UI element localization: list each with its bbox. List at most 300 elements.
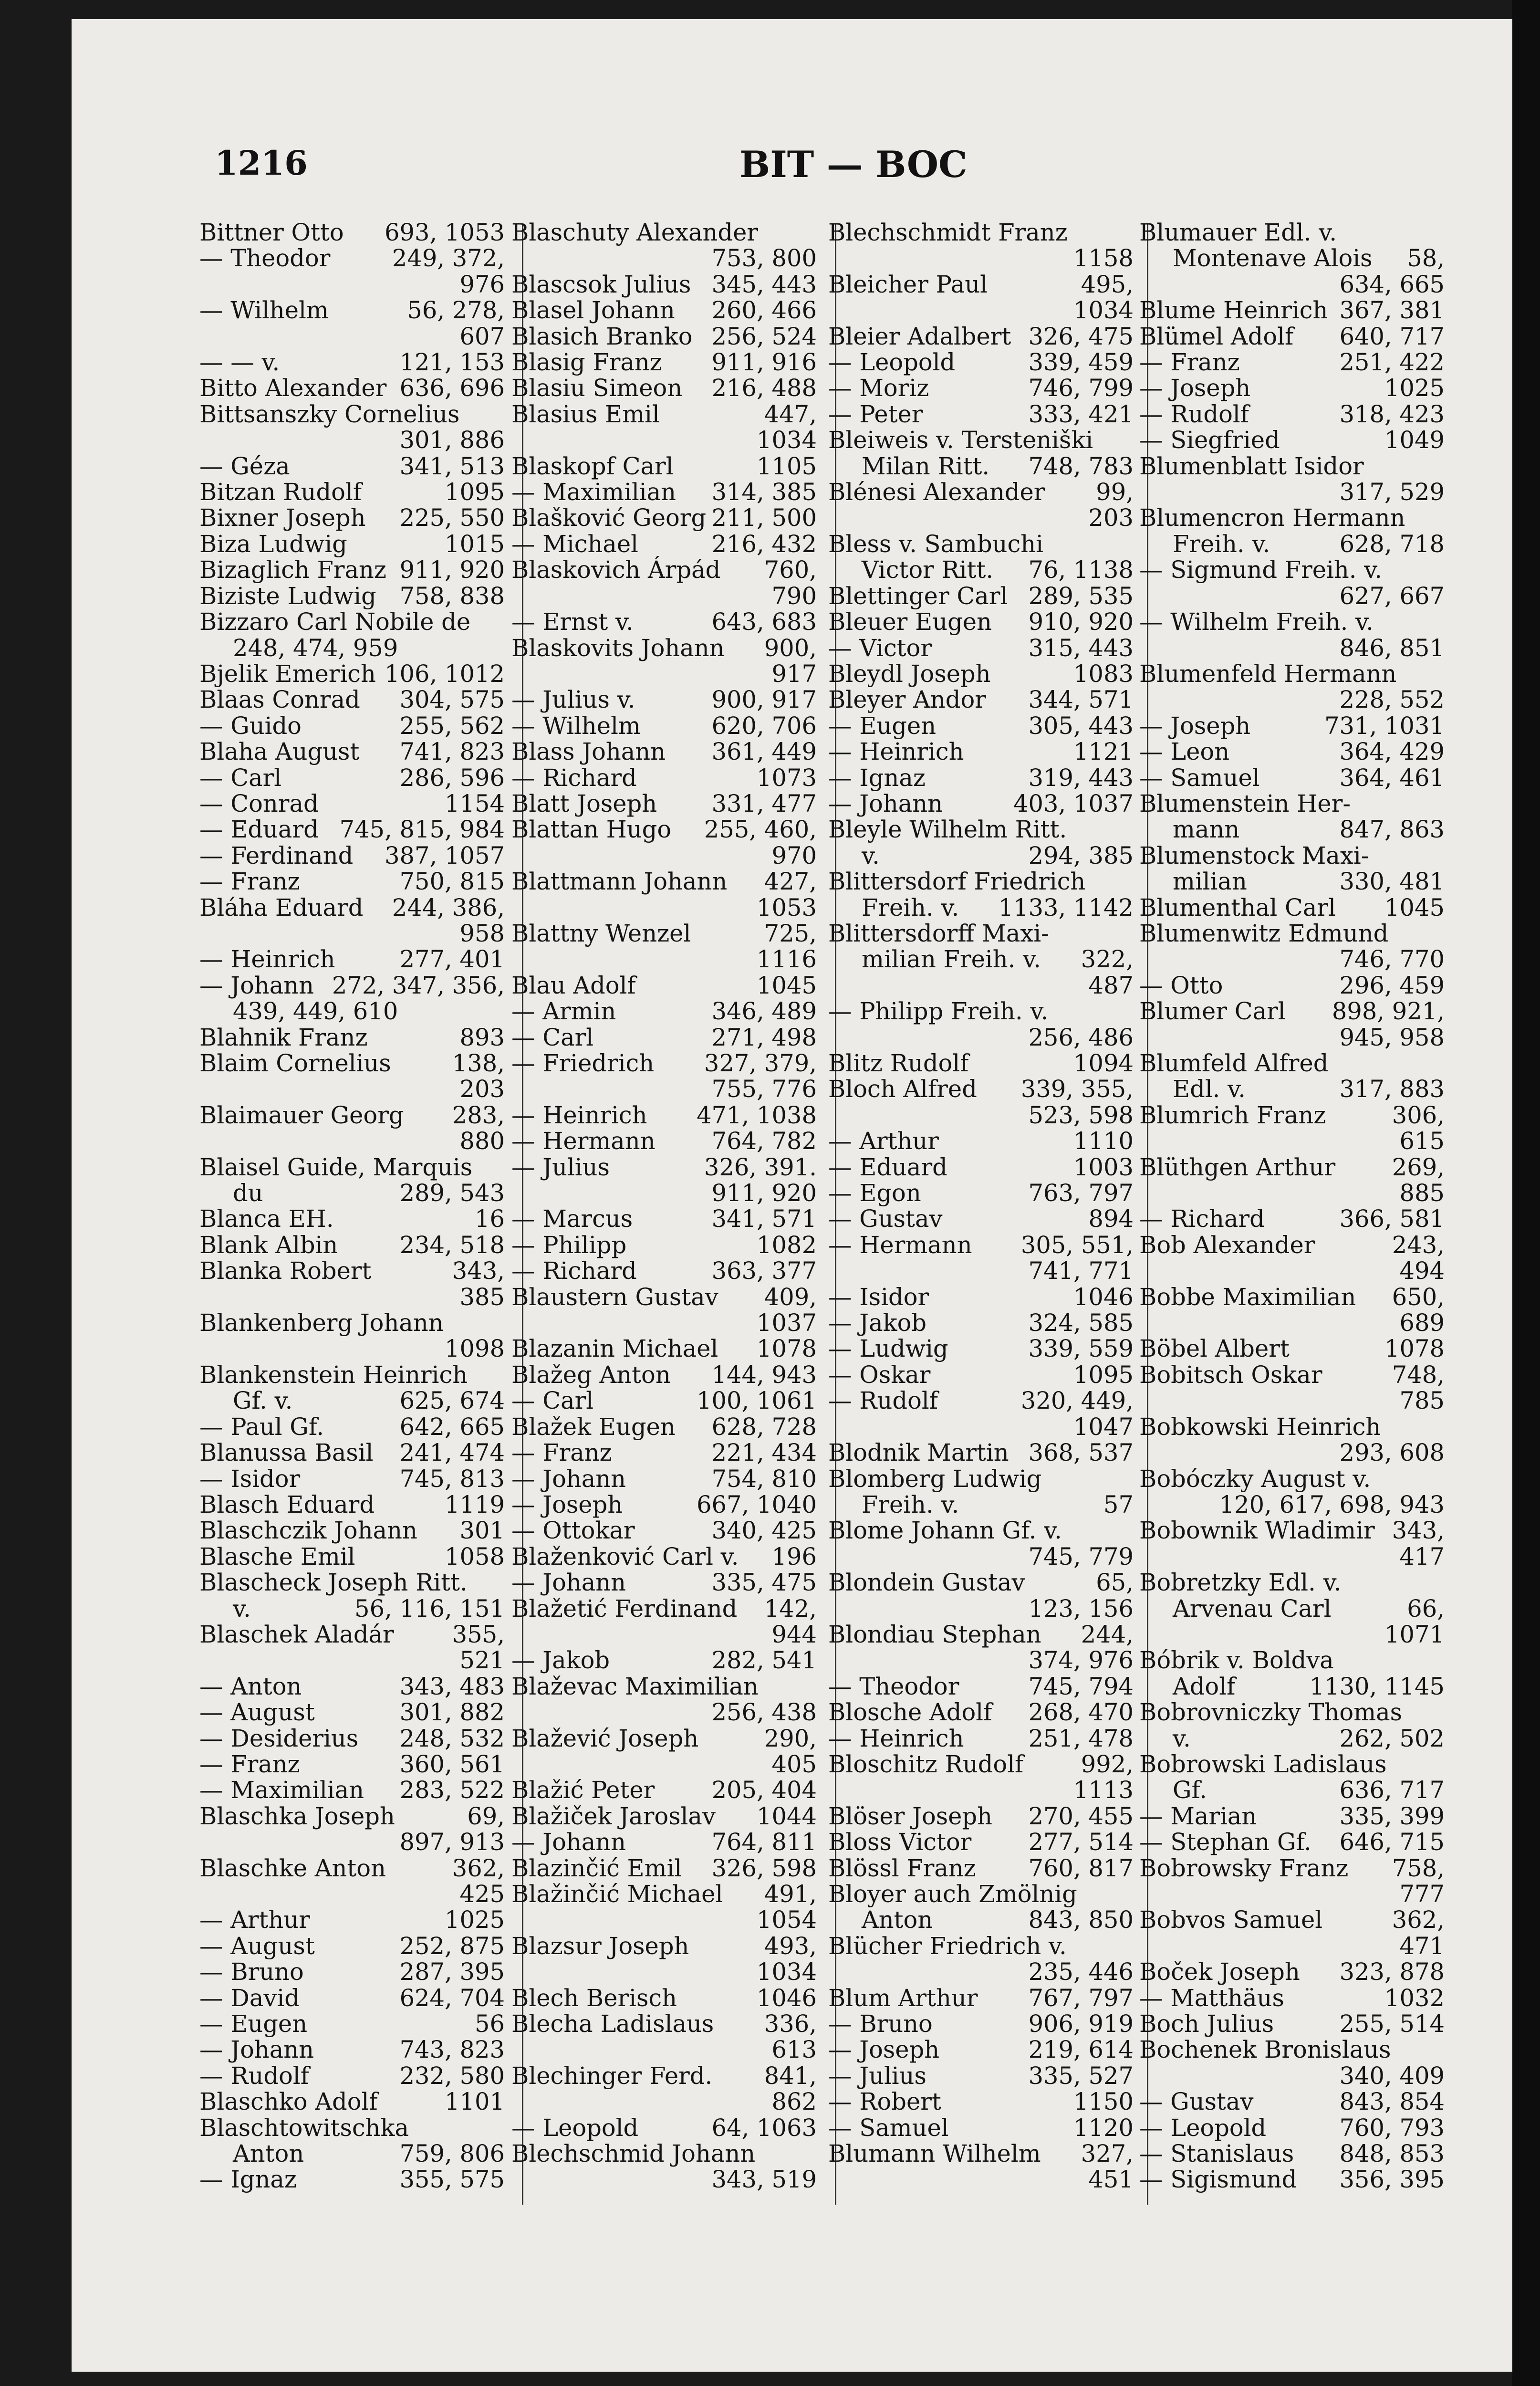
entry-line [828, 1362, 1134, 1388]
entry-line [1139, 661, 1445, 687]
index-entry [511, 1855, 817, 1881]
entry-line [828, 1076, 1134, 1102]
entry-continuation [199, 1596, 505, 1622]
entry-continuation [1139, 531, 1445, 557]
entry-pages: 1119 [445, 1490, 505, 1518]
entry-line [1139, 1570, 1445, 1595]
entry-continuation [199, 1881, 505, 1907]
entry-line [511, 816, 817, 842]
entry-pages: 1053 [757, 893, 817, 921]
index-entry [511, 1102, 817, 1128]
entry-pages: 289, 535 [1028, 582, 1134, 610]
entry-pages: 976 [459, 270, 505, 298]
entry-pages: 620, 706 [711, 712, 817, 740]
entry-line [511, 1050, 817, 1076]
entry-name: Bobretzky Edl. v. [1139, 1569, 1342, 1597]
index-entry [199, 1570, 505, 1622]
entry-line [828, 1751, 1134, 1777]
entry-line [511, 609, 817, 635]
entry-pages: 911, 920 [399, 556, 505, 584]
index-entry [828, 1050, 1134, 1076]
entry-pages: 360, 561 [399, 1750, 505, 1778]
entry-name: — Philipp Freih. v. [828, 997, 1049, 1026]
entry-name: — Guido [199, 712, 302, 740]
index-entry [199, 349, 505, 375]
entry-line [199, 1050, 505, 1076]
entry-continuation [828, 1414, 1134, 1440]
entry-line [1139, 791, 1445, 816]
entry-name: — Johann [828, 789, 943, 817]
entry-line [828, 609, 1134, 635]
entry-line [511, 531, 817, 557]
entry-continuation [1139, 1622, 1445, 1647]
entry-continuation [511, 1076, 817, 1102]
index-entry [511, 1933, 817, 1985]
entry-pages: 741, 771 [1028, 1257, 1134, 1285]
entry-name: — Michael [511, 530, 638, 558]
entry-continuation [1139, 1726, 1445, 1751]
entry-pages: 992, [1081, 1750, 1134, 1778]
entry-name: — Leopold [828, 348, 956, 377]
entry-pages: 650, [1392, 1283, 1445, 1311]
index-entry [828, 1803, 1134, 1829]
entry-name: Blaschczik Johann [199, 1517, 417, 1545]
entry-name: Bobrowski Ladislaus [1139, 1750, 1387, 1778]
index-entry [828, 1829, 1134, 1855]
entry-line [1139, 1699, 1445, 1725]
entry-pages: 339, 355, [1020, 1075, 1134, 1103]
entry-continuation [511, 2166, 817, 2192]
entry-line [199, 1440, 505, 1465]
entry-name: — Arthur [199, 1906, 310, 1934]
entry-line [199, 2063, 505, 2089]
entry-continuation [511, 1699, 817, 1725]
entry-line [199, 1933, 505, 1959]
index-entry [1139, 895, 1445, 921]
entry-name: Bloch Alfred [828, 1075, 977, 1103]
index-entry [511, 609, 817, 635]
entry-continuation [1139, 1933, 1445, 1959]
entry-line [199, 1803, 505, 1829]
index-entry [199, 1751, 505, 1777]
entry-name: — Leopold [1139, 2114, 1267, 2142]
index-entry [828, 687, 1134, 712]
entry-line [1139, 2089, 1445, 2114]
entry-line [1139, 921, 1445, 946]
entry-line [199, 1699, 505, 1725]
entry-line [199, 1517, 505, 1543]
entry-pages: 341, 513 [399, 452, 505, 480]
entry-pages: 1045 [757, 971, 817, 999]
entry-line [828, 791, 1134, 816]
entry-line [511, 791, 817, 816]
entry-pages: 385 [459, 1283, 505, 1311]
entry-line [199, 1414, 505, 1440]
entry-pages: 846, 851 [1339, 634, 1445, 662]
entry-continuation [511, 661, 817, 687]
entry-line [1139, 1154, 1445, 1180]
entry-pages: 1032 [1384, 1984, 1445, 2012]
entry-name: Blechinger Ferd. [511, 2062, 713, 2090]
index-entry [511, 1284, 817, 1336]
entry-name: — Theodor [828, 1672, 959, 1700]
index-entry [828, 1180, 1134, 1206]
index-entry [511, 791, 817, 816]
entry-name: — — v. [199, 348, 280, 377]
entry-pages: 283, 522 [399, 1776, 505, 1804]
entry-name: Blass Johann [511, 738, 666, 766]
entry-subname: v. [233, 1594, 251, 1622]
entry-pages: 324, 585 [1028, 1309, 1134, 1337]
index-entry [1139, 609, 1445, 661]
entry-pages: 319, 443 [1028, 764, 1134, 792]
entry-name: Blažiček Jaroslav [511, 1802, 716, 1830]
entry-continuation [199, 1388, 505, 1413]
entry-subname: Montenave Alois [1173, 244, 1373, 272]
entry-name: — Philipp [511, 1231, 627, 1259]
entry-line [511, 479, 817, 505]
entry-line [828, 661, 1134, 687]
index-entry [199, 1517, 505, 1543]
entry-line [828, 1674, 1134, 1699]
entry-pages: 893 [459, 1023, 505, 1051]
entry-name: — Sigismund [1139, 2166, 1297, 2194]
entry-line [511, 1414, 817, 1440]
entry-line [828, 349, 1134, 375]
index-entry [828, 1388, 1134, 1440]
entry-line [511, 1206, 817, 1232]
entry-name: Blasel Johann [511, 296, 675, 324]
entry-subname: mann [1173, 816, 1240, 844]
entry-line [511, 1232, 817, 1258]
entry-pages: 745, 779 [1028, 1542, 1134, 1570]
entry-continuation [828, 895, 1134, 921]
index-entry [828, 921, 1134, 998]
entry-pages: 885 [1399, 1179, 1445, 1207]
entry-continuation [1139, 946, 1445, 972]
entry-line [511, 1517, 817, 1543]
entry-pages: 403, 1037 [1013, 789, 1134, 817]
entry-pages: 748, 783 [1028, 452, 1134, 480]
entry-line [828, 687, 1134, 712]
entry-name: Blasius Emil [511, 400, 660, 428]
index-entry [511, 1596, 817, 1648]
index-entry [828, 583, 1134, 609]
index-entry [199, 816, 505, 842]
entry-pages: 1034 [757, 426, 817, 454]
index-entry [511, 375, 817, 401]
entry-line [1139, 1959, 1445, 1985]
entry-name: Blažinčić Michael [511, 1880, 723, 1908]
entry-line [1139, 1362, 1445, 1388]
entry-continuation [828, 1544, 1134, 1570]
index-entry [199, 1440, 505, 1465]
entry-name: — Eduard [828, 1153, 947, 1181]
entry-pages: 471, 1038 [697, 1101, 817, 1129]
entry-pages: 64, 1063 [711, 2114, 817, 2142]
entry-pages: 69, [467, 1802, 505, 1830]
entry-name: Blodnik Martin [828, 1439, 1009, 1467]
entry-pages: 255, 514 [1339, 2010, 1445, 2038]
index-entry [511, 1726, 817, 1778]
entry-pages: 205, 404 [711, 1776, 817, 1804]
entry-line [199, 505, 505, 531]
index-entry [199, 1622, 505, 1674]
entry-pages: 293, 608 [1339, 1439, 1445, 1467]
entry-line [828, 1699, 1134, 1725]
entry-pages: 268, 470 [1028, 1698, 1134, 1727]
index-entry [511, 1336, 817, 1361]
index-entry [511, 921, 817, 973]
entry-line [828, 583, 1134, 609]
entry-name: Blaschka Joseph [199, 1802, 395, 1830]
entry-line [828, 2063, 1134, 2089]
entry-pages: 244, [1081, 1620, 1134, 1648]
entry-pages: 753, 800 [711, 244, 817, 272]
entry-name: — Matthäus [1139, 1984, 1284, 2012]
entry-name: — Oskar [828, 1360, 931, 1389]
entry-pages: 56, 278, [407, 296, 505, 324]
entry-pages: 910, 920 [1028, 608, 1134, 636]
index-entry [511, 1440, 817, 1465]
entry-name: Blech Berisch [511, 1984, 677, 2012]
index-entry [511, 2115, 817, 2141]
entry-pages: 343, [1392, 1517, 1445, 1545]
entry-pages: 495, [1081, 270, 1134, 298]
entry-line [199, 1726, 505, 1751]
entry-line [1139, 1985, 1445, 2011]
entry-line [199, 895, 505, 921]
entry-line [511, 687, 817, 712]
entry-name: — Eugen [828, 712, 936, 740]
index-entry [199, 1777, 505, 1803]
entry-name: — Carl [511, 1387, 594, 1415]
entry-line [199, 1544, 505, 1570]
entry-name: Blaschtowitschka [199, 2114, 409, 2142]
index-entry [828, 1751, 1134, 1803]
index-entry [828, 1674, 1134, 1699]
entry-name: Blazsur Joseph [511, 1932, 689, 1960]
entry-pages: 1158 [1073, 244, 1134, 272]
entry-name: — Jakob [511, 1646, 610, 1674]
entry-pages: 1025 [445, 1906, 505, 1934]
entry-name: Bláha Eduard [199, 893, 364, 921]
entry-pages: 326, 475 [1028, 322, 1134, 350]
entry-pages: 894 [1088, 1205, 1134, 1233]
entry-line [828, 401, 1134, 427]
entry-pages: 241, 474 [399, 1439, 505, 1467]
index-column-3 [828, 220, 1134, 2205]
index-entry [828, 661, 1134, 687]
entry-line [511, 401, 817, 427]
entry-name: Bobóczky August v. [1139, 1465, 1371, 1493]
entry-subname: Anton [233, 2140, 304, 2168]
entry-pages: 235, 446 [1028, 1958, 1134, 1986]
entry-line [199, 739, 505, 764]
index-entry [511, 1414, 817, 1440]
index-entry [1139, 2115, 1445, 2141]
entry-line [199, 869, 505, 894]
entry-pages: 1037 [757, 1309, 817, 1337]
entry-name: Blažetić Ferdinand [511, 1594, 738, 1622]
index-entry [828, 1232, 1134, 1284]
entry-line [1139, 1466, 1445, 1492]
entry-name: Bizzaro Carl Nobile de [199, 608, 471, 636]
entry-line [828, 220, 1134, 245]
index-entry [1139, 765, 1445, 791]
entry-pages: 1094 [1073, 1049, 1134, 1077]
entry-name: Blaženković Carl v. [511, 1542, 739, 1570]
entry-pages: 333, 421 [1028, 400, 1134, 428]
entry-name: — Ignaz [828, 764, 926, 792]
index-entry [199, 1232, 505, 1258]
entry-name: Bob Alexander [1139, 1231, 1315, 1259]
index-entry [199, 791, 505, 816]
entry-line [199, 1855, 505, 1881]
entry-name: Blascheck Joseph Ritt. [199, 1569, 468, 1597]
entry-name: Bjelik Emerich [199, 659, 376, 688]
entry-line [199, 1492, 505, 1517]
entry-line [199, 661, 505, 687]
index-entry [199, 1258, 505, 1310]
entry-pages: 203 [1088, 504, 1134, 532]
entry-pages: 251, 478 [1028, 1724, 1134, 1752]
entry-name: Blosche Adolf [828, 1698, 992, 1727]
entry-subname: Arvenau Carl [1173, 1594, 1332, 1622]
entry-line [1139, 1517, 1445, 1543]
index-entry [828, 375, 1134, 401]
entry-pages: 1046 [1073, 1283, 1134, 1311]
entry-pages: 767, 797 [1028, 1984, 1134, 2012]
entry-continuation [199, 1647, 505, 1673]
entry-pages: 897, 913 [399, 1828, 505, 1856]
entry-line [1139, 2115, 1445, 2141]
entry-line [828, 1881, 1134, 1907]
entry-name: — Richard [511, 764, 637, 792]
index-entry [199, 479, 505, 505]
entry-name: Blome Johann Gf. v. [828, 1517, 1062, 1545]
entry-pages: 1113 [1073, 1776, 1134, 1804]
entry-line [199, 1102, 505, 1128]
entry-name: Blumenstein Her- [1139, 789, 1351, 817]
index-entry [511, 1025, 817, 1050]
entry-pages: 256, 524 [711, 322, 817, 350]
entry-pages: 138, [452, 1049, 505, 1077]
entry-name: Blomberg Ludwig [828, 1465, 1042, 1493]
entry-pages: 1133, 1142 [998, 893, 1134, 921]
entry-name: Blössl Franz [828, 1854, 976, 1882]
entry-pages: 343, 483 [399, 1672, 505, 1700]
entry-name: Blaim Cornelius [199, 1049, 391, 1077]
entry-pages: 1073 [757, 764, 817, 792]
entry-line [199, 1751, 505, 1777]
entry-pages: 958 [459, 919, 505, 947]
entry-name: Bobrovniczky Thomas [1139, 1698, 1403, 1727]
entry-name: — Richard [511, 1257, 637, 1285]
index-entry [1139, 1985, 1445, 2011]
entry-pages: 758, 838 [399, 582, 505, 610]
entry-name: — Jakob [828, 1309, 927, 1337]
index-entry [1139, 791, 1445, 843]
entry-pages: 346, 489 [711, 997, 817, 1026]
entry-line [511, 453, 817, 479]
entry-pages: 613 [771, 2036, 817, 2064]
entry-line [199, 1959, 505, 1985]
entry-pages: 1054 [757, 1906, 817, 1934]
index-entry [828, 2141, 1134, 2193]
entry-name: Blaževac Maximilian [511, 1672, 759, 1700]
entry-name: — Rudolf [199, 2062, 310, 2090]
entry-name: Blechschmidt Franz [828, 219, 1068, 246]
entry-continuation [828, 1777, 1134, 1803]
index-entry [828, 1699, 1134, 1725]
entry-subname: v. [1173, 1724, 1191, 1752]
entry-name: Blazanin Michael [511, 1335, 718, 1363]
entry-pages: 628, 718 [1339, 530, 1445, 558]
index-entry [199, 946, 505, 972]
entry-name: Blažeg Anton [511, 1360, 671, 1389]
index-entry [199, 713, 505, 739]
entry-pages: 286, 596 [399, 764, 505, 792]
index-entry [511, 869, 817, 921]
entry-name: Blum Arthur [828, 1984, 978, 2012]
index-entry [1139, 453, 1445, 505]
entry-subname: Gf. v. [233, 1387, 293, 1415]
index-entry [828, 272, 1134, 324]
entry-name: — Conrad [199, 789, 319, 817]
entry-continuation [1139, 635, 1445, 661]
entry-name: Blaas Conrad [199, 686, 360, 714]
entry-pages: 748, [1392, 1360, 1445, 1389]
index-entry [511, 1388, 817, 1413]
entry-pages: 1121 [1073, 738, 1134, 766]
entry-line [511, 1726, 817, 1751]
entry-pages: 142, [764, 1594, 817, 1622]
entry-name: Blašković Georg [511, 504, 707, 532]
entry-pages: 917 [771, 659, 817, 688]
entry-name: — Stanislaus [1139, 2140, 1294, 2168]
entry-name: Blumencron Hermann [1139, 504, 1405, 532]
entry-name: — Johann [199, 971, 314, 999]
entry-pages: 754, 810 [711, 1465, 817, 1493]
entry-name: Bobitsch Oskar [1139, 1360, 1322, 1389]
entry-continuation [199, 2141, 505, 2166]
entry-pages: 911, 916 [711, 348, 817, 377]
entry-name: Blasich Branko [511, 322, 693, 350]
entry-pages: 282, 541 [711, 1646, 817, 1674]
entry-pages: 58, [1407, 244, 1445, 272]
entry-continuation [1139, 272, 1445, 297]
entry-pages: 355, 575 [399, 2166, 505, 2194]
index-entry [199, 1674, 505, 1699]
index-entry [1139, 1959, 1445, 1985]
entry-name: Bittner Otto [199, 219, 344, 246]
index-entry [199, 1959, 505, 1985]
entry-name: — Robert [828, 2088, 941, 2116]
entry-line [511, 1388, 817, 1413]
entry-line [511, 1154, 817, 1180]
entry-pages: 289, 543 [399, 1179, 505, 1207]
entry-name: — Friedrich [511, 1049, 655, 1077]
index-entry [1139, 1907, 1445, 1959]
entry-pages: 746, 799 [1028, 374, 1134, 402]
entry-name: Blaisel Guide, Marquis [199, 1153, 473, 1181]
entry-pages: 327, 379, [704, 1049, 817, 1077]
entry-name: — Rudolf [828, 1387, 938, 1415]
entry-line [199, 349, 505, 375]
entry-line [1139, 2166, 1445, 2192]
entry-continuation [828, 843, 1134, 869]
